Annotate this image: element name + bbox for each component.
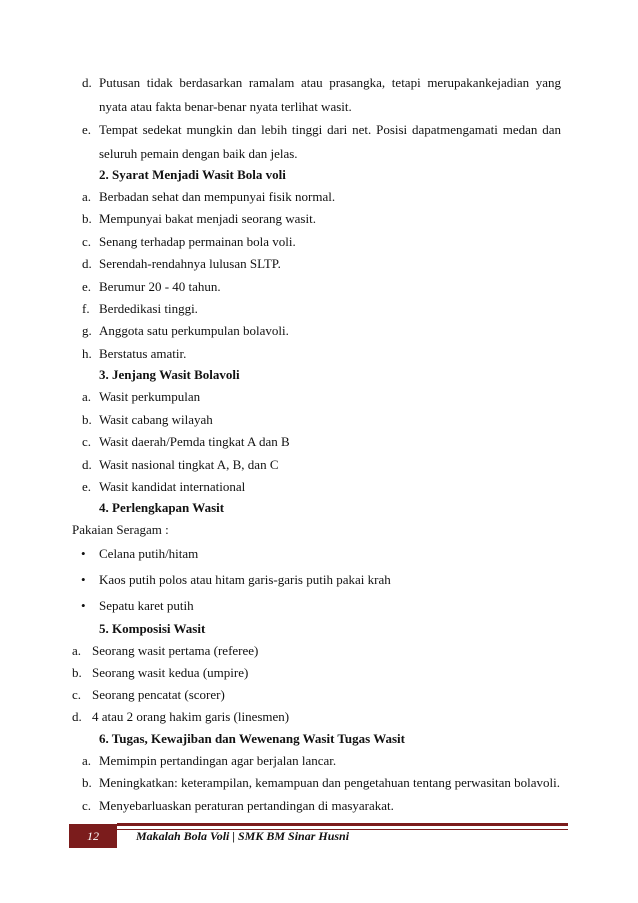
list-item: Wasit daerah/Pemda tingkat A dan B — [99, 434, 290, 449]
paragraph-e-line1: Tempat sedekat mungkin dan lebih tinggi dari net. Posisi dapatmengamati medan dan — [99, 122, 561, 137]
item-label: a. — [82, 389, 92, 404]
item-label: d. — [82, 456, 92, 472]
bullet-icon: • — [81, 546, 86, 561]
section-6-heading: 6. Tugas, Kewajiban dan Wewenang Wasit Tugas Wasit — [99, 731, 405, 746]
list-item: Mempunyai bakat menjadi seorang wasit. — [99, 211, 316, 227]
bullet-icon: • — [81, 572, 86, 587]
paragraph-d-line2: nyata atau fakta benar-benar nyata terlihat wasit. — [99, 99, 352, 114]
item-label: d. — [82, 75, 92, 90]
item-label: e. — [82, 278, 92, 294]
item-label: a. — [82, 189, 92, 204]
paragraph-e-line2: seluruh pemain dengan baik dan jelas. — [99, 146, 298, 161]
list-item: Berbadan sehat dan mempunyai fisik normal. — [99, 189, 336, 204]
list-item: 4 atau 2 orang hakim garis (linesmen) — [92, 709, 290, 724]
list-item: Meningkatkan: keterampilan, kemampuan dan pengetahuan tentang perwasitan bolavoli. — [99, 775, 560, 791]
item-label: e. — [82, 479, 92, 494]
page-number: 12 — [87, 828, 99, 843]
footer-title: Makalah Bola Voli | SMK BM Sinar Husni — [136, 829, 350, 843]
list-item: Wasit kandidat international — [99, 479, 246, 494]
section-4-heading: 4. Perlengkapan Wasit — [99, 500, 225, 515]
item-label: d. — [82, 256, 92, 272]
item-label: c. — [72, 687, 82, 702]
item-label: c. — [82, 233, 92, 249]
list-item: Senang terhadap permainan bola voli. — [99, 233, 296, 249]
list-item: Memimpin pertandingan agar berjalan lancar. — [99, 753, 337, 768]
list-item: Berdedikasi tinggi. — [99, 301, 198, 316]
list-item: Wasit perkumpulan — [99, 389, 201, 404]
list-item: Wasit cabang wilayah — [99, 411, 213, 427]
item-label: c. — [82, 797, 92, 813]
list-item: Serendah-rendahnya lulusan SLTP. — [99, 256, 281, 272]
item-label: c. — [82, 434, 92, 449]
item-label: b. — [82, 211, 92, 227]
list-item: Menyebarluaskan peraturan pertandingan di masyarakat. — [99, 797, 394, 813]
item-label: d. — [72, 709, 82, 724]
item-label: a. — [82, 753, 92, 768]
item-label: e. — [82, 122, 92, 137]
item-label: a. — [72, 643, 82, 658]
item-label: g. — [82, 323, 92, 339]
list-item: Berstatus amatir. — [99, 345, 187, 361]
item-label: f. — [82, 301, 90, 316]
section-2-heading: 2. Syarat Menjadi Wasit Bola voli — [99, 167, 286, 182]
bullet-icon: • — [81, 598, 86, 613]
paragraph-d-line1: Putusan tidak berdasarkan ramalam atau prasangka, tetapi merupakankejadian yang — [99, 75, 561, 90]
uniform-intro: Pakaian Seragam : — [72, 522, 169, 537]
footer-rule-thick — [117, 823, 568, 826]
list-item: Seorang wasit kedua (umpire) — [92, 665, 249, 680]
bullet-item: Kaos putih polos atau hitam garis-garis putih pakai krah — [99, 572, 391, 587]
bullet-item: Sepatu karet putih — [99, 598, 194, 613]
section-5-heading: 5. Komposisi Wasit — [99, 621, 206, 636]
list-item: Wasit nasional tingkat A, B, dan C — [99, 456, 279, 472]
item-label: h. — [82, 345, 92, 361]
list-item: Seorang pencatat (scorer) — [92, 687, 225, 702]
page-number-badge — [69, 824, 117, 848]
list-item: Anggota satu perkumpulan bolavoli. — [99, 323, 289, 339]
section-3-heading: 3. Jenjang Wasit Bolavoli — [99, 367, 240, 382]
item-label: b. — [82, 775, 92, 791]
item-label: b. — [82, 411, 92, 427]
bullet-item: Celana putih/hitam — [99, 546, 199, 561]
list-item: Berumur 20 - 40 tahun. — [99, 278, 221, 294]
item-label: b. — [72, 665, 82, 680]
list-item: Seorang wasit pertama (referee) — [92, 643, 259, 658]
